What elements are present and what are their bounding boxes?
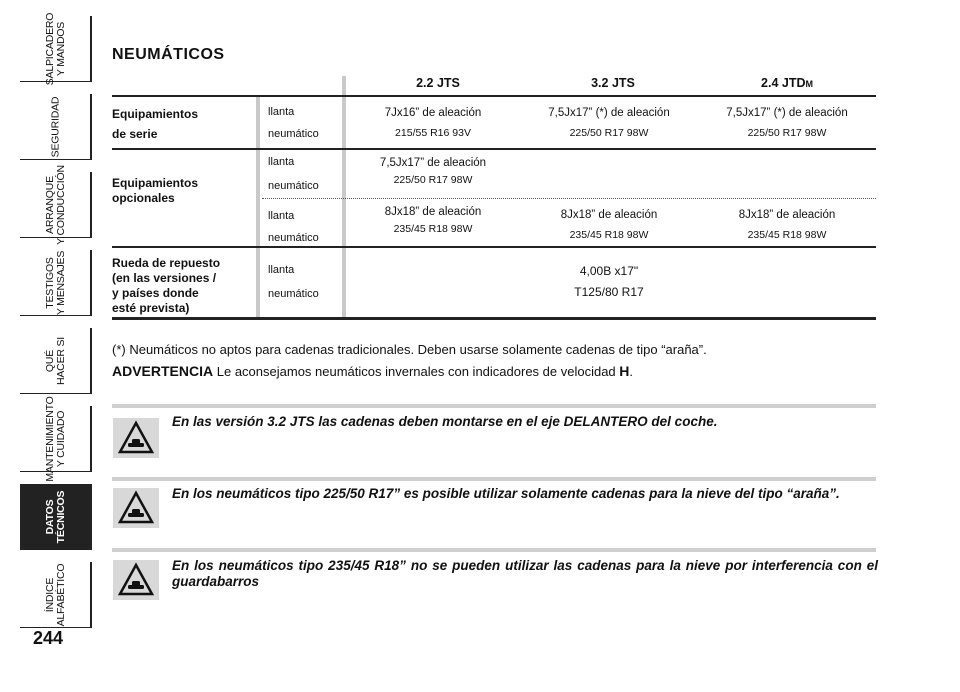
table-cell xyxy=(524,106,694,140)
attention-icon xyxy=(113,560,159,600)
cell-tyre: 215/55 R16 93V xyxy=(395,127,471,139)
tab-indice[interactable] xyxy=(20,562,92,628)
tab-testigos[interactable] xyxy=(20,250,92,316)
tab-datos-tecnicos[interactable] xyxy=(20,484,92,550)
advertencia-text: Le aconsejamos neumáticos invernales con indicadores de velocidad xyxy=(216,364,620,379)
warning-text: En las versión 3.2 JTS las cadenas deben montarse en el eje DELANTERO del coche. xyxy=(172,414,718,429)
advertencia-label: ADVERTENCIA xyxy=(112,363,214,379)
tab-label: DATOS TÉCNICOS xyxy=(44,490,67,544)
column-header-text: 2.4 JTD xyxy=(761,76,806,90)
tab-label: ÍNDICE ALFABÉTICO xyxy=(44,563,67,627)
attention-icon xyxy=(113,418,159,458)
column-header xyxy=(363,76,513,90)
attention-icon xyxy=(113,488,159,528)
cell-rim: 7,5Jx17” (*) de aleación xyxy=(548,107,670,119)
warning-separator xyxy=(112,477,876,481)
column-divider xyxy=(342,76,346,318)
warning-text: En los neumáticos tipo 225/50 R17” es posible utilizar solamente cadenas para la nieve del tipo “araña”. xyxy=(172,486,840,501)
table-cell xyxy=(348,205,518,236)
row-label: Equipamientos de serie xyxy=(112,107,199,141)
row-label: Equipamientos opcionales xyxy=(112,176,199,205)
row-label: Rueda de repuesto (en las versiones / y países donde esté prevista) xyxy=(112,256,221,315)
advertencia-speed-index: H xyxy=(619,363,630,379)
table-cell xyxy=(524,208,694,242)
column-divider xyxy=(256,96,260,318)
tab-label: MANTENIMIENTO Y CUIDADO xyxy=(44,396,67,482)
cell-tyre: 235/45 R18 98W xyxy=(569,229,649,241)
tab-seguridad[interactable] xyxy=(20,94,92,160)
cell-rim: 8Jx18” de aleación xyxy=(560,209,658,221)
table-rule-dotted xyxy=(262,198,876,199)
cell-rim: 7Jx16” de aleación xyxy=(384,107,482,119)
sub-label: llanta xyxy=(268,156,295,168)
column-header xyxy=(712,76,862,90)
cell-rim: 8Jx18” de aleación xyxy=(384,206,482,218)
cell-tyre: 225/50 R17 98W xyxy=(393,174,473,186)
warning-separator xyxy=(112,404,876,408)
warning-text: En los neumáticos tipo 235/45 R18” no se pueden utilizar las cadenas para la nieve por interferencia con el guardabarros xyxy=(172,558,878,589)
cell-tyre: 235/45 R18 98W xyxy=(747,229,827,241)
cell-rim: 7,5Jx17” de aleación xyxy=(379,157,487,169)
cell-tyre: 225/50 R17 98W xyxy=(569,127,649,139)
spare-rim: 4,00B x17" xyxy=(579,264,639,278)
sub-label: neumático xyxy=(268,180,319,192)
tab-salpicadero[interactable] xyxy=(20,12,92,86)
table-rule xyxy=(112,95,876,97)
column-header-suffix: M xyxy=(805,79,813,89)
sub-label: llanta xyxy=(268,106,295,118)
tab-que-hacer[interactable] xyxy=(20,328,92,394)
table-cell xyxy=(348,156,518,187)
tab-label: TESTIGOS Y MENSAJES xyxy=(44,250,67,316)
tab-label: SALPICADERO Y MANDOS xyxy=(44,12,67,86)
advertencia-end: . xyxy=(629,364,634,379)
cell-tyre: 235/45 R18 98W xyxy=(393,223,473,235)
cell-rim: 8Jx18” de aleación xyxy=(738,209,836,221)
table-rule xyxy=(112,148,876,150)
sub-label: neumático xyxy=(268,288,319,300)
table-rule xyxy=(112,317,876,320)
tab-arranque[interactable] xyxy=(20,165,92,245)
column-header-text: 2.2 JTS xyxy=(416,76,460,90)
cell-tyre: 225/50 R17 98W xyxy=(747,127,827,139)
sub-label: neumático xyxy=(268,232,319,244)
tab-label: ARRANQUE Y CONDUCCIÓN xyxy=(44,165,67,245)
spare-tyre: T125/80 R17 xyxy=(574,285,644,299)
warning-separator xyxy=(112,548,876,552)
advertencia-note xyxy=(112,363,633,379)
tab-label: QUÉ HACER SI xyxy=(44,337,67,385)
column-header xyxy=(538,76,688,90)
table-cell xyxy=(702,208,872,242)
page-number: 244 xyxy=(32,628,64,648)
tab-label: SEGURIDAD xyxy=(49,96,62,158)
footnote: (*) Neumáticos no aptos para cadenas tradicionales. Deben usarse solamente cadenas de tipo “araña”. xyxy=(112,342,707,357)
table-cell xyxy=(702,106,872,140)
tab-mantenimiento[interactable] xyxy=(20,396,92,482)
table-rule xyxy=(112,246,876,248)
page-title: NEUMÁTICOS xyxy=(112,46,225,63)
sub-label: llanta xyxy=(268,264,295,276)
column-header-text: 3.2 JTS xyxy=(591,76,635,90)
table-cell xyxy=(524,264,694,299)
sub-label: neumático xyxy=(268,128,319,140)
cell-rim: 7,5Jx17” (*) de aleación xyxy=(726,107,848,119)
sub-label: llanta xyxy=(268,210,295,222)
table-cell xyxy=(348,106,518,140)
